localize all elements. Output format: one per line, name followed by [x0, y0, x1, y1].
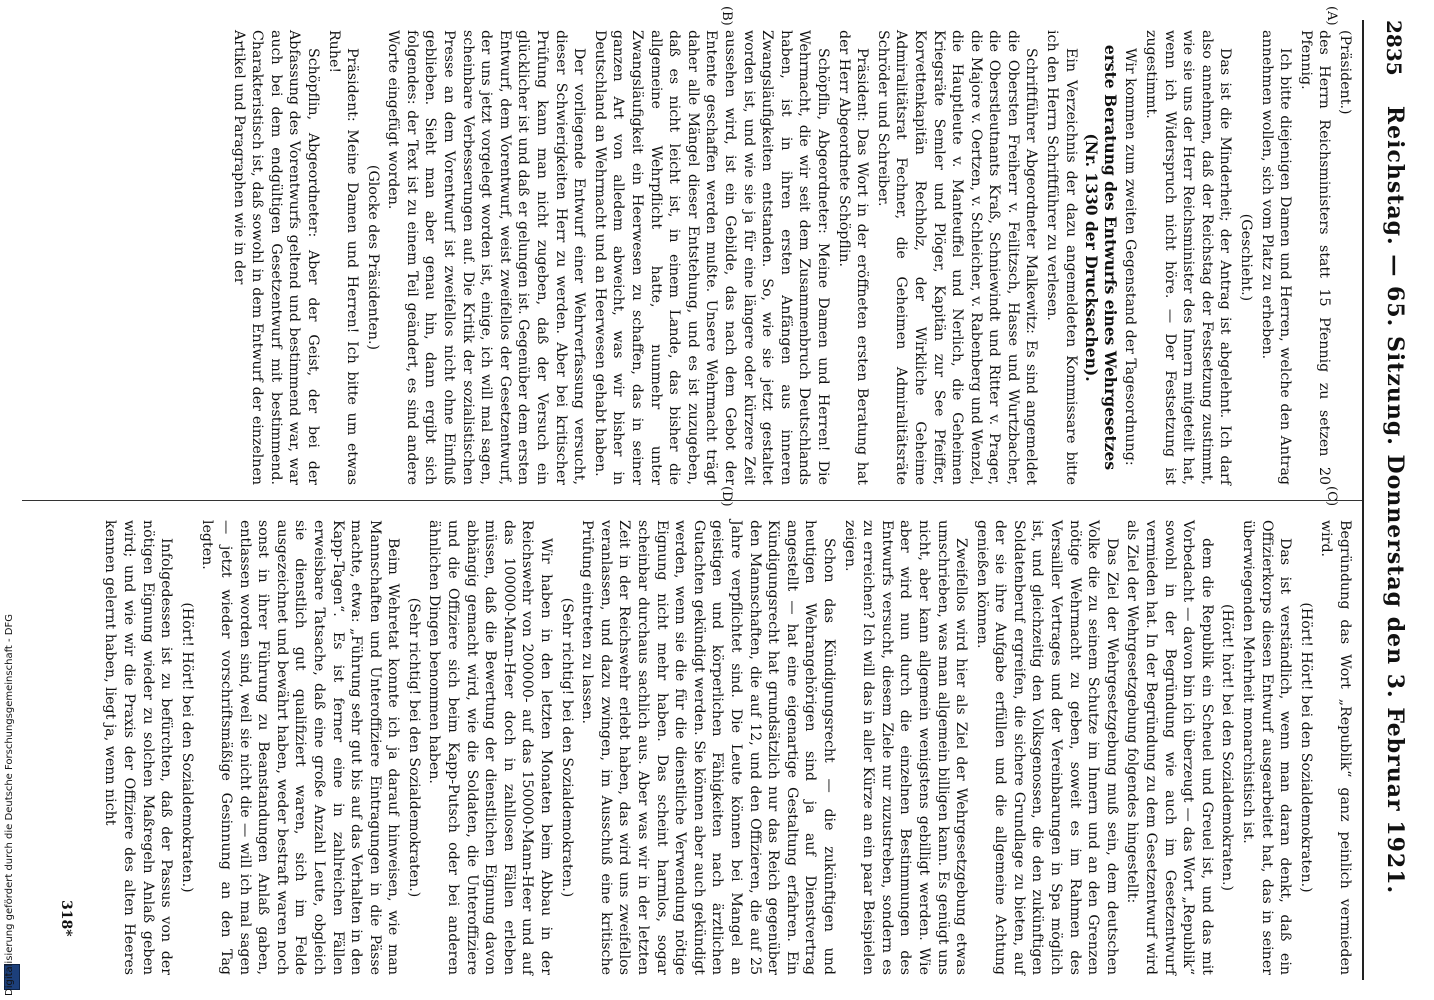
paragraph: Wir kommen zum zweiten Gegenstand der Tagesordnung:: [1122, 48, 1139, 466]
page-header: [1372, 20, 1412, 980]
paragraph: Das Ziel der Wehrgesetzgebung muß sein, dem deutschen Volke die zu seinem Schutze im Innern und an den Grenzen nötige Wehrmacht zu geben, soweit es im Rahmen des Versailler Vertrages und der Vereinbarungen in Spa möglich ist, und gleichzeitig den Volksgenossen, die den zukünftigen Soldatenberuf ergreifen, die sichere Grundlage zu bieten, auf der sie ihre Aufgabe erfüllen und die allgemeine Achtung genießen können.: [973, 520, 1120, 975]
agenda-heading: erste Beratung des Entwurfs eines Wehrgesetzes (Nr. 1330 der Drucksachen).: [1082, 44, 1120, 471]
interjection: (Geschieht.): [1238, 213, 1255, 302]
paragraph: Der vorliegende Entwurf einer Wehrverfassung versucht, dieser Schwierigkeiten Herr zu werden. Aber bei kritischer Prüfung kann man nicht zugeben, daß der Versuch ein glücklicher ist und daß er gelungen ist. Gegenüber dem ersten Entwurf, dem Vorentwurf, weist zweifellos der Gesetzentwurf, der uns jetzt vorgelegt worden ist, einige, ich will mal sagen, scheinbare Verbesserungen auf. Die Kritik der sozialistischen Presse an dem Vorentwurf ist zweifellos nicht ohne Einfluß geblieben. Sieht man aber genau hin, dann ergibt sich folgendes: der Text ist zu einem Teil geändert, es sind andere Worte eingefügt worden.: [385, 30, 588, 485]
margin-mark-c: (C): [1324, 486, 1339, 507]
left-column: [227, 30, 1354, 485]
side-credit-text: Digitalisierung gefördert durch die Deutsche Forschungsgemeinschaft - DFG: [4, 613, 15, 996]
paragraph: Präsident: Meine Damen und Herren! Ich bitte um etwas Ruhe!: [325, 30, 361, 485]
paragraph: des Herrn Reichsministers statt 15 Pfennig zu setzen 20 Pfennig.: [1297, 30, 1333, 485]
right-column: [99, 520, 1354, 975]
paragraph: Ich bitte diejenigen Damen und Herren, welche den Antrag annehmen wollen, sich vom Platz zu erheben.: [1258, 30, 1294, 485]
sheet-signature: 318*: [58, 900, 74, 937]
interjection: (Sehr richtig! bei den Sozialdemokraten.): [405, 597, 422, 898]
paragraph: Beim Wehretat konnte ich ja darauf hinweisen, wie man Mannschaften und Unteroffiziere Eintragungen in die Pässe machte, etwa: „Führung sehr gut bis auf das Verhalten in den Kapp-Tagen“. Es ist ferner eine in zahlreichen Fällen erweisbare Tatsache, daß eine große Anzahl Leute, obgleich sie dienstlich gut qualifiziert waren, sich im Felde ausgezeichnet und bewährt haben, weder bestraft waren noch sonst in ihrer Führung zu Beanstandungen Anlaß gaben, entlassen worden sind, weil sie nicht die — will ich mal sagen — jetzt wieder vorschriftsmäßige Gesinnung an den Tag legten.: [199, 520, 402, 975]
paragraph: dem die Republik ein Scheuel und Greuel ist, und das mit Vorbedacht — davon bin ich überzeugt — das Wort „Republik“ sowohl in der Begründung wie auch im Gesetzentwurf vermieden hat. In der Begründung zu dem Gesetzentwurf wird als Ziel der Wehrgesetzgebung folgendes hingestellt:: [1124, 520, 1215, 975]
paragraph: Wir haben in den letzten Monaten beim Abbau in der Reichswehr von 200000- auf das 150000-Mann-Heer und auf das 100000-Mann-Heer doch in zahllosen Fällen erleben müssen, daß die Bewertung der dienstlichen Eignung davon abhängig gemacht wird, wie die Soldaten, die Unteroffiziere und die Offiziere sich beim Kapp-Putsch oder bei anderen ähnlichen Dingen benommen haben.: [426, 520, 555, 975]
interjection: (Hört! Hört! bei den Sozialdemokraten.): [178, 602, 195, 893]
paragraph: Präsident: Das Wort in der eröffneten ersten Beratung hat der Herr Abgeordnete Schöpflin.: [835, 30, 871, 485]
paragraph: Schöpflin, Abgeordneter: Meine Damen und Herren! Die Wehrmacht, die wir seit dem Zusammenbruch Deutschlands haben, ist in ihren ersten Anfängen aus inneren Zwangsläufigkeiten entstanden. So, wie sie jetzt gestaltet worden ist, und wie sie ja für eine längere oder kürzere Zeit aussehen wird, ist ein Gebilde, das nach dem Gebot der Entente geschaffen werden mußte. Unsere Wehrmacht trägt daher alle Mängel dieser Entstehung, und es ist zuzugeben, daß es nicht leicht ist, in einem Lande, das bisher die allgemeine Wehrpflicht hatte, nunmehr unter Zwangsläufigkeit ein Heerwesen zu schaffen, das in seiner ganzen Art von alledem abweicht, was wir bisher in Deutschland an Wehrmacht und an Heerwesen gehabt haben.: [591, 30, 831, 485]
paragraph: Schon das Kündigungsrecht — die zukünftigen und heutigen Wehrangehörigen sind ja auf Dienstvertrag angestellt — hat eine eigenartige Gestaltung erfahren. Ein Kündigungsrecht hat grundsätzlich nur das Reich gegenüber den Mannschaften, die auf 12, und den Offizieren, die auf 25 Jahre verpflichtet sind. Die Leute können bei Mangel an geistigen und körperlichen Fähigkeiten nach ärztlichen Gutachten gekündigt werden. Sie können aber auch gekündigt werden, wenn sie die für die dienstliche Verwendung nötige Eignung nicht mehr haben. Das scheint harmlos, sogar scheinbar durchaus sachlich aus. Aber was wir in der letzten Zeit in der Reichswehr erlebt haben, das wird uns zweifellos veranlassen, und dazu zwingen, im Ausschuß eine kritische Prüfung eintreten zu lassen.: [579, 520, 837, 975]
column-divider: [22, 500, 1362, 501]
paragraph: Begründung das Wort „Republik“ ganz peinlich vermieden wird.: [1318, 520, 1353, 975]
paragraph: Infolgedessen ist zu befürchten, daß der Passus von der nötigen Eignung wieder zu solchen Maßregeln Anlaß geben wird; und wie wir die Praxis der Offiziere des alten Heeres kennen gelernt haben, liegt ja, wenn nicht: [102, 520, 175, 975]
paragraph: Ein Verzeichnis der dazu angemeldeten Kommissare bitte ich den Herrn Schriftführer zu verlesen.: [1044, 30, 1079, 485]
page-title: Reichstag. — 65. Sitzung. Donnerstag den 3. Februar 1921.: [1382, 105, 1408, 895]
paragraph: Zweifellos wird hier als Ziel der Wehrgesetzgebung etwas umschrieben, was man allgemein billigen kann. Es genügt uns nicht, aber kann allgemein wenigstens gebilligt werden. Wie aber wird nun durch die einzelnen Bestimmungen des Entwurfs versucht, diesem Ziele nur zuzustreben, sondern es zu erreichen? Ich will das in aller Kürze an ein paar Beispielen zeigen.: [841, 520, 970, 975]
interjection: (Hört! Hört! bei den Sozialdemokraten.): [1297, 602, 1314, 893]
paragraph: Das ist verständlich, wenn man daran denkt, daß ein Offizierkorps diesen Entwurf ausgearbeitet hat, das in seiner überwiegenden Mehrheit monarchistisch ist.: [1240, 520, 1294, 975]
margin-mark-b: (B): [719, 6, 734, 26]
interjection: (Hört! hört! bei den Sozialdemokraten.): [1219, 603, 1236, 892]
paragraph: Das ist die Minderheit; der Antrag ist abgelehnt. Ich darf also annehmen, daß der Reichstag der Festsetzung zustimmt, wie sie uns der Herr Reichsminister des Innern mitgeteilt hat, wenn ich Widerspruch nicht höre. — Der Festsetzung ist zugestimmt.: [1143, 30, 1234, 485]
interjection: (Sehr richtig! bei den Sozialdemokraten.): [558, 597, 575, 898]
paragraph: Schriftführer Abgeordneter Malkewitz: Es sind angemeldet die Obersten Freiherr v. Feilitzsch, Hasse und Wurtzbacher, die Oberstleutnants Kraß, Schniewindt und Ritter v. Prager, die Majore v. Oertzen, v. Schleicher, v. Rabenberg und Wenzel, die Hauptleute v. Manteuffel und Nerlich, die Geheimen Kriegsräte Semler und Plöger, Kapitän zur See Pfeiffer, Korvettenkapitän Rechholz, der Wirkliche Geheime Admiralitätsrat Fechner, die Geheimen Admiralitätsräte Schröder und Schreiber.: [874, 30, 1040, 485]
margin-mark-d: (D): [719, 486, 734, 507]
interjection: (Glocke des Präsidenten.): [364, 164, 381, 351]
paragraph: Schöpflin, Abgeordneter: Aber der Geist, der bei der Abfassung des Vorentwurfs geltend und bestimmend war, war auch bei dem endgültigen Gesetzentwurf mit bestimmend. Charakteristisch ist, daß sowohl in dem Entwurf der einzelnen Artikel und Paragraphen wie in der: [230, 30, 321, 485]
margin-mark-a: (A): [1324, 6, 1339, 26]
header-rule: [1362, 20, 1364, 980]
page-number: 2835: [1382, 20, 1406, 76]
side-credit: [0, 0, 24, 1000]
paragraph: (Präsident.): [1337, 30, 1353, 115]
